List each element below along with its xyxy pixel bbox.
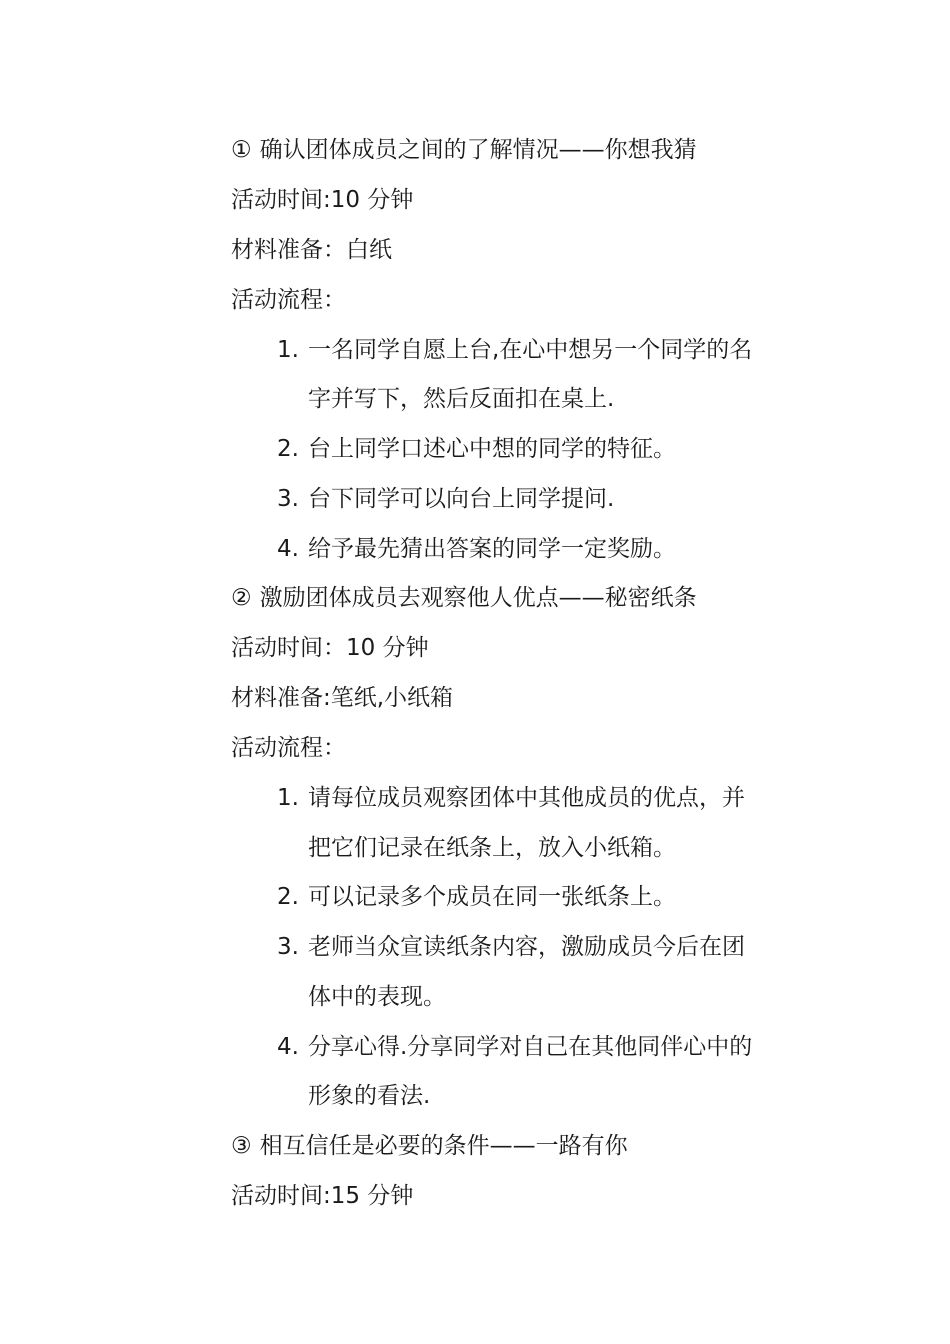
section-1-time: 活动时间:10 分钟 [231,187,414,213]
section-1-mark: ① [231,137,252,163]
step-number: 4. [277,536,299,562]
section-3-heading [231,1130,628,1162]
section-3-title: 相互信任是必要的条件——一路有你 [259,1133,628,1159]
step-text: 一名同学自愿上台,在心中想另一个同学的名 [308,337,753,363]
section-2-time: 活动时间：10 分钟 [231,635,429,661]
section-2-materials: 材料准备:笔纸,小纸箱 [231,685,454,711]
step-text: 台上同学口述心中想的同学的特征。 [308,436,676,462]
section-2-step-4-continued: 形象的看法. [308,1083,431,1109]
section-2-heading [231,582,697,614]
section-3-time: 活动时间:15 分钟 [231,1183,414,1209]
section-2-process-label: 活动流程： [231,735,346,761]
step-text: 请每位成员观察团体中其他成员的优点，并 [308,785,745,811]
step-text: 给予最先猜出答案的同学一定奖励。 [308,536,676,562]
step-text: 老师当众宣读纸条内容，激励成员今后在团 [308,934,745,960]
section-2-mark: ② [231,585,252,611]
step-number: 1. [277,337,299,363]
step-text: 分享心得.分享同学对自己在其他同伴心中的 [308,1034,753,1060]
step-number: 2. [277,884,299,910]
step-number: 1. [277,785,299,811]
step-number: 3. [277,934,299,960]
step-text: 台下同学可以向台上同学提问. [308,486,615,512]
section-2-title: 激励团体成员去观察他人优点——秘密纸条 [259,585,697,611]
section-1-step-1-continued: 字并写下，然后反面扣在桌上. [308,386,615,412]
step-number: 2. [277,436,299,462]
section-2-step-1-continued: 把它们记录在纸条上，放入小纸箱。 [308,835,676,861]
section-1-process-label: 活动流程： [231,287,346,313]
section-1-title: 确认团体成员之间的了解情况——你想我猜 [259,137,697,163]
step-number: 3. [277,486,299,512]
step-text: 可以记录多个成员在同一张纸条上。 [308,884,676,910]
section-3-mark: ③ [231,1133,252,1159]
section-1-materials: 材料准备：白纸 [231,237,392,263]
section-2-step-3-continued: 体中的表现。 [308,984,446,1010]
section-1-heading [231,134,697,166]
step-number: 4. [277,1034,299,1060]
